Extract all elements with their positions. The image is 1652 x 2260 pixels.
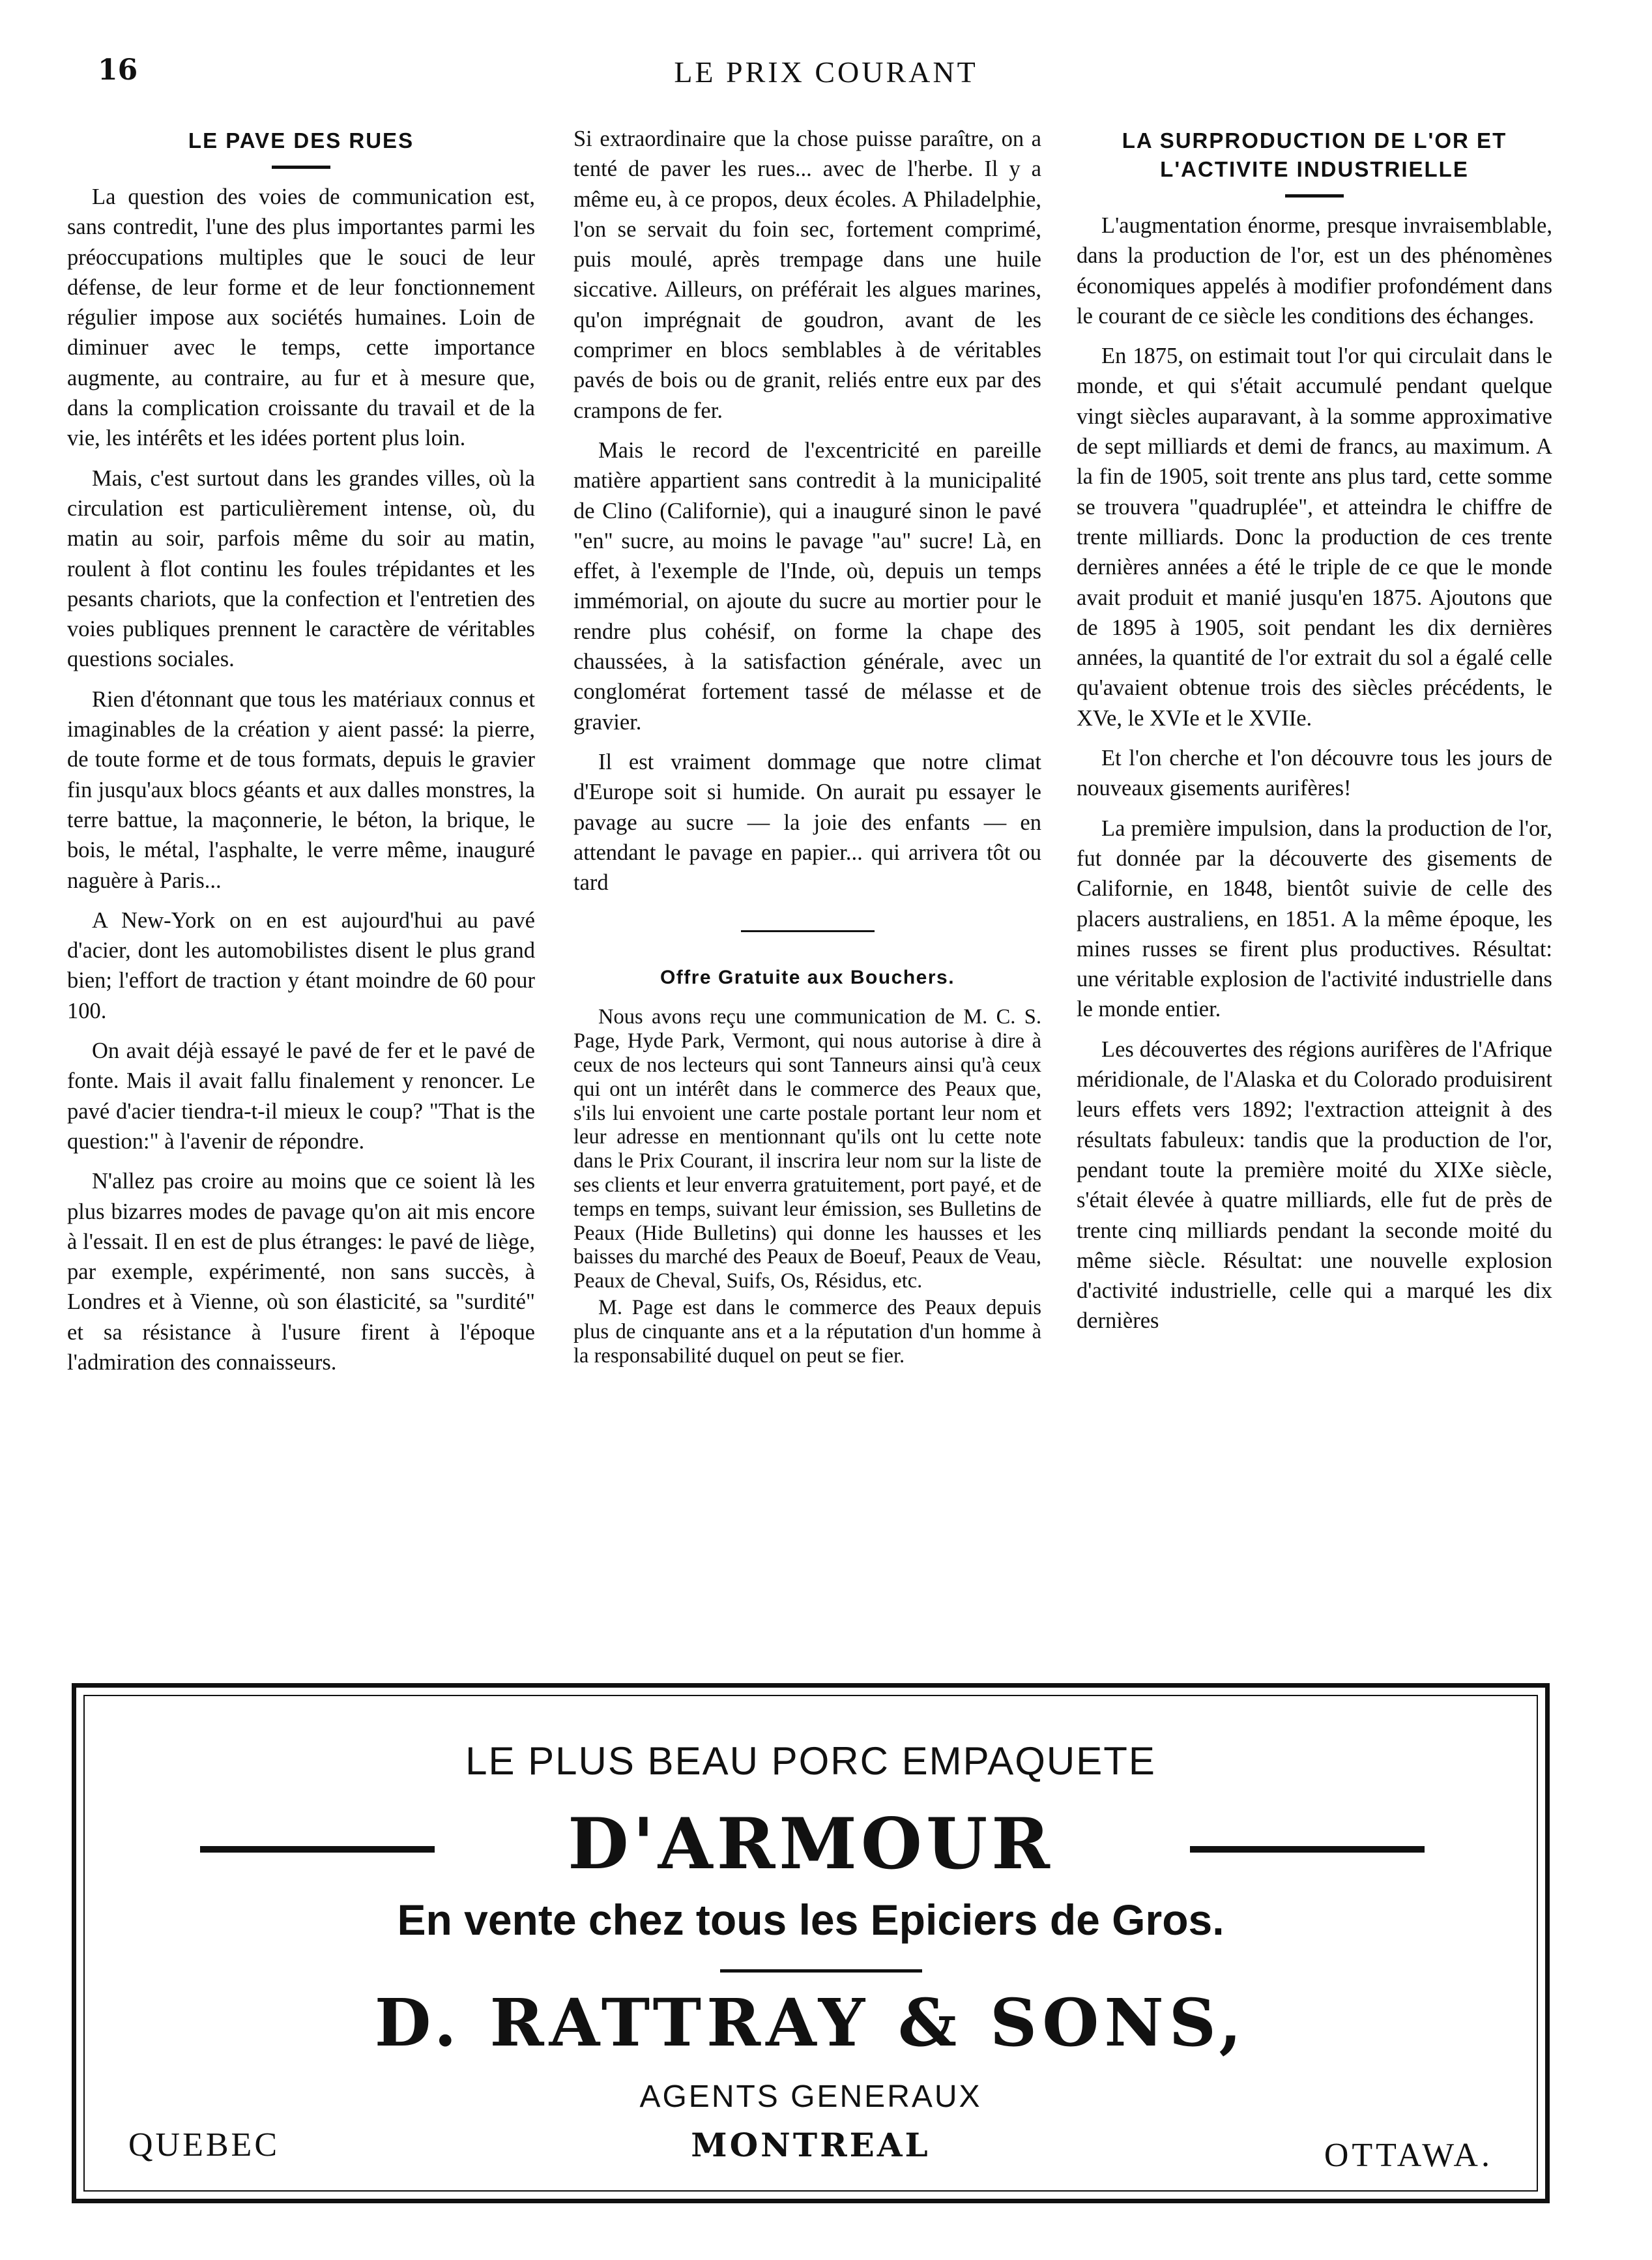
ad-divider bbox=[720, 1969, 922, 1973]
paragraph: Il est vraiment dommage que notre climat d'Europe soit si humide. On aurait pu essayer le pavage au sucre — la joie des enfants — en attendant le pavage en papier... qui arrivera tôt ou tard bbox=[573, 749, 1041, 896]
column-left bbox=[67, 124, 535, 1387]
title-rule bbox=[272, 166, 330, 169]
ad-agents-label: AGENTS GENERAUX bbox=[639, 2079, 982, 2114]
article-title-pave: LE PAVE DES RUES bbox=[188, 128, 414, 153]
title-rule bbox=[1285, 194, 1344, 198]
ad-city-quebec: QUEBEC bbox=[128, 2126, 280, 2164]
paragraph: On avait déjà essayé le pavé de fer et le pavé de fonte. Mais il avait fallu finalement y renoncer. Le pavé d'acier tiendra-t-il mieux le coup? "That is the question:" à l'avenir de répondre. bbox=[67, 1038, 535, 1154]
article-title-or-line2: L'ACTIVITE INDUSTRIELLE bbox=[1160, 157, 1469, 181]
ad-brand-row bbox=[76, 1803, 1545, 1885]
paragraph: A New-York on en est aujourd'hui au pavé d'acier, dont les automobilistes disent le plus grand bien; l'effort de traction y étant moindre de 60 pour 100. bbox=[67, 907, 535, 1023]
column-middle bbox=[573, 124, 1041, 1370]
paragraph: Si extraordinaire que la chose puisse paraître, on a tenté de paver les rues... avec de l'herbe. Il y a même eu, à ce propos, deux écoles. A Philadelphie, l'on se servait du foin sec, fortement comprimé, puis moulé, après trempage dans une huile siccative. Ailleurs, on préférait les algues marines, qu'on imprégnait de goudron, avant de les comprimer en blocs semblables à de véritables pavés de bois ou de granit, reliés entre eux par des crampons de fer. bbox=[573, 126, 1041, 423]
ad-bar-right bbox=[1190, 1846, 1425, 1853]
armour-advertisement bbox=[72, 1683, 1550, 2203]
ad-tagline: LE PLUS BEAU PORC EMPAQUETE bbox=[465, 1739, 1156, 1783]
paragraph: Et l'on cherche et l'on découvre tous les jours de nouveaux gisements aurifères! bbox=[1077, 746, 1552, 801]
ad-brand-name: D'ARMOUR bbox=[568, 1803, 1054, 1885]
column-right bbox=[1077, 124, 1552, 1346]
paragraph: En 1875, on estimait tout l'or qui circulait dans le monde, et qui s'était accumulé pendant quelque vingt siècles auparavant, à la somme approximative de sept milliards et demi de francs, au maximum. A la fin de 1905, soit trente ans plus tard, cette somme se trouvera "quadruplée", et atteindra le chiffre de trente milliards. Donc la production de ces trente dernières années a été le triple de ce que le monde avait produit et manié jusqu'en 1875. Ajoutons que de 1895 à 1905, soit pendant les dix dernières années, la quantité de l'or extrait du sol a égalé celle qu'avaient obtenue trois des siècles précédents, le XVe, le XVIe et le XVIIe. bbox=[1077, 344, 1552, 731]
running-title: LE PRIX COURANT bbox=[674, 55, 978, 89]
article-body-bouchers bbox=[573, 1005, 1041, 1368]
page-number: 16 bbox=[98, 53, 138, 87]
ad-city-montreal: MONTREAL bbox=[691, 2126, 931, 2164]
paragraph: La question des voies de communication est, sans contredit, l'une des plus importantes parmi les préoccupations multiples que le souci de leur défense, de leur forme et de leur fonctionnement régulier impose aux sociétés humaines. Loin de diminuer avec le temps, cette importance augmente, au contraire, au fur et à mesure que, dans la complication croissante du travail et de la vie, les intérêts et les idées portent plus loin. bbox=[67, 184, 535, 451]
paragraph: M. Page est dans le commerce des Peaux depuis plus de cinquante ans et a la réputation d'un homme à la responsabilité duquel on peut se fier. bbox=[573, 1295, 1041, 1368]
article-title-or-line1: LA SURPRODUCTION DE L'OR ET bbox=[1122, 128, 1507, 153]
paragraph: Rien d'étonnant que tous les matériaux connus et imaginables de la création y aient passé: la pierre, de toute forme et de tous formats, depuis le gravier fin jusqu'aux blocs géants et aux dalles monstres, la terre battue, la maçonnerie, le béton, la brique, le bois, le métal, l'asphalte, le verre même, inauguré naguère à Paris... bbox=[67, 686, 535, 893]
paragraph: La première impulsion, dans la production de l'or, fut donnée par la découverte des gisements de Californie, en 1848, bientôt suivie de celle des placers australiens, en 1851. A la même époque, les mines russes se firent plus productives. Résultat: une véritable explosion de l'activité industrielle dans le monde entier. bbox=[1077, 815, 1552, 1022]
article-title-bouchers: Offre Gratuite aux Bouchers. bbox=[659, 967, 955, 989]
ad-city-ottawa: OTTAWA. bbox=[1324, 2137, 1493, 2174]
paragraph: N'allez pas croire au moins que ce soient là les plus bizarres modes de pavage qu'on ait mis encore à l'essait. Il en est de plus étranges: le pavé de liège, par exemple, expérimenté, non sans succès, à Londres et à Vienne, où son élasticité, sa "surdité" et sa résistance à l'usure firent à l'époque l'admiration des connaisseurs. bbox=[67, 1169, 535, 1375]
paragraph: Mais, c'est surtout dans les grandes villes, où la circulation est particulièrement intense, où, du matin au soir, parfois même du soir au matin, roulent à flot continu les foules trépidantes et les pesants chariots, que la confection et l'entretien des voies publiques prennent le caractère de véritables questions sociales. bbox=[67, 465, 535, 672]
paragraph: Nous avons reçu une communication de M. C. S. Page, Hyde Park, Vermont, qui nous autorise à dire à ceux de nos lecteurs qui sont Tanneurs ainsi qu'à ceux qui ont un intérêt dans le commerce des Peaux que, s'ils lui envoient une carte postale portant leur nom et leur adresse en mentionnant qu'ils ont lu cette note dans le Prix Courant, il inscrira leur nom sur la liste de ses clients et leur enverra gratuitement, port payé, et de temps en temps, suivant leur émission, ses Bulletins de Peaux (Hide Bulletins) qui donne les hausses et les baisses du marché des Peaux de Boeuf, Peaux de Veau, Peaux de Cheval, Suifs, Os, Résidus, etc. bbox=[573, 1005, 1041, 1293]
paragraph: Les découvertes des régions aurifères de l'Afrique méridionale, de l'Alaska et du Colorado produisirent leurs effets vers 1892; l'extraction atteignit à des résultats fabuleux: tandis que la production de l'or, pendant toute la première moité du XIXe siècle, s'était élevée à quatre milliards, elle fut de près de trente cinq milliards pendant la seconde moité du même siècle. Résultat: une nouvelle explosion d'activité industrielle, celle qui a marqué les dix dernières bbox=[1077, 1036, 1552, 1334]
paragraph: Mais le record de l'excentricité en pareille matière appartient sans contredit à la municipalité de Clino (Californie), qui a inauguré sinon le pavé "en" sucre, au moins le pavage "au" sucre! Là, en effet, à l'exemple de l'Inde, où, depuis un temps immémorial, on ajoute du sucre au mortier pour le rendre plus cohésif, on forme la chape des chaussées, à la satisfaction générale, avec un conglomérat fortement tassé de mélasse et de gravier. bbox=[573, 437, 1041, 735]
ad-availability: En vente chez tous les Epiciers de Gros. bbox=[397, 1896, 1225, 1944]
paragraph: L'augmentation énorme, presque invraisemblable, dans la production de l'or, est un des phénomènes économiques appelés à modifier profondément dans le courant de ce siècle les conditions des échanges. bbox=[1077, 213, 1552, 329]
ad-company-name: D. RATTRAY & SONS, bbox=[374, 1984, 1247, 2061]
article-separator bbox=[741, 930, 875, 932]
